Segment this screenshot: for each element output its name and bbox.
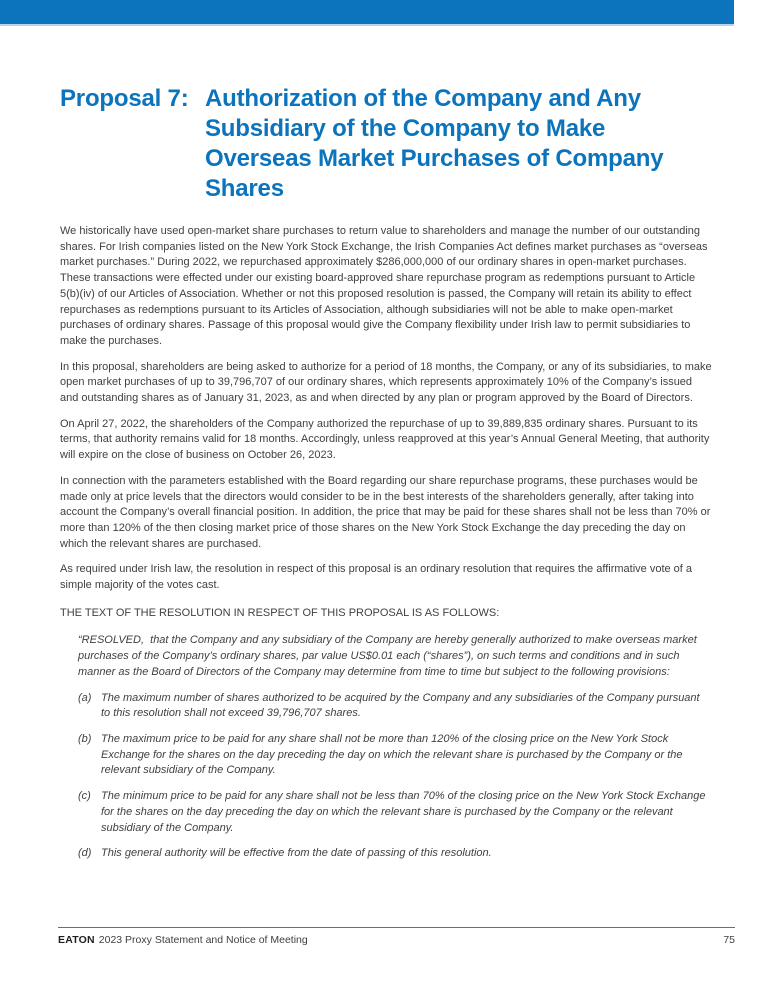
provision-text: The maximum price to be paid for any share shall not be more than 120% of the closing price on the New York Stock Exchange for the shares on the day preceding the day on which the relevant share is purchased by the Company or the relevant subsidiary of the Company. [101,732,683,777]
provision-text: This general authority will be effective from the date of passing of this resolution. [101,847,492,860]
paragraph: In this proposal, shareholders are being asked to authorize for a period of 18 months, the Company, or any of its subsidiaries, to make open market purchases of up to 39,796,707 of our ordinary shares, which represents approximately 10% of the Company’s issued and outstanding shares as of January 31, 2023, as and when directed by any plan or program approved by the Board of Directors. [60,360,712,405]
resolution-heading: THE TEXT OF THE RESOLUTION IN RESPECT OF THIS PROPOSAL IS AS FOLLOWS: [60,606,500,619]
provision-label: (b) [78,732,92,745]
paragraph: We historically have used open-market share purchases to return value to shareholders and manage the number of our outstanding shares. For Irish companies listed on the New York Stock Exchange, the Irish Companies Act defines market purchases as “overseas market purchases.” During 2022, we repurchased approximately $286,000,000 of our ordinary shares in open-market purchases. These transactions were effected under our existing board-approved share repurchase program as redemptions pursuant to Article 5(b)(iv) of our Articles of Association. Whether or not this proposed resolution is passed, the Company will retain its ability to effect repurchases as redemptions pursuant to its Articles of Association, although subsidiaries will not be able to make open-market purchases of ordinary shares. Passage of this proposal would give the Company flexibility under Irish law to permit subsidiaries to make the purchases. [60,225,708,347]
page-footer [58,927,735,946]
footer-brand: EATON [58,934,95,946]
proposal-number-label: Proposal 7: [60,85,189,112]
provision-item [78,691,708,722]
provision-item [78,846,708,862]
provision-item [78,732,708,779]
header-accent-bar [0,0,734,24]
provision-text: The maximum number of shares authorized to be acquired by the Company and any subsidiaries of the Company pursuant to this resolution shall not exceed 39,796,707 shares. [101,691,700,720]
provision-text: The minimum price to be paid for any share shall not be less than 70% of the closing price on the New York Stock Exchange for the shares on the day preceding the day on which the relevant share is purchased by the Company or the relevant subsidiary of the Company. [101,790,706,834]
resolution-intro: “RESOLVED, that the Company and any subsidiary of the Company are hereby generally authorized to make overseas market purchases of the Company’s ordinary shares, par value US$0.01 each (“shares”), on such terms and conditions and in such manner as the Board of Directors of the Company may determine from time to time but subject to the following provisions: [78,634,700,678]
page-title [60,84,712,204]
provision-label: (c) [78,790,91,803]
body-copy [60,224,712,862]
footer-document-title: 2023 Proxy Statement and Notice of Meeting [98,934,308,946]
page-content [0,26,768,872]
paragraph: As required under Irish law, the resolution in respect of this proposal is an ordinary resolution that requires the affirmative vote of a simple majority of the votes cast. [60,563,693,592]
page-number: 75 [723,934,735,946]
paragraph: In connection with the parameters established with the Board regarding our share repurchase programs, these purchases would be made only at price levels that the directors would consider to be in the best interests of the shareholders generally, after taking into account the Company’s overall financial position. In addition, the price that may be paid for these shares shall not be less than 70% or more than 120% of the then closing market price of those shares on the New York Stock Exchange the day preceding the day on which the relevant shares are purchased. [60,474,711,550]
provision-label: (a) [78,691,92,704]
proposal-title-text: Authorization of the Company and Any Subsidiary of the Company to Make Overseas Market Purchases of Company Shares [205,85,664,202]
provision-item [78,789,708,836]
provision-label: (d) [78,847,92,860]
paragraph: On April 27, 2022, the shareholders of the Company authorized the repurchase of up to 39,889,835 ordinary shares. Pursuant to its terms, that authority remains valid for 18 months. Accordingly, unless reapproved at this year’s Annual General Meeting, that authority will expire on the close of business on October 26, 2023. [60,417,710,462]
